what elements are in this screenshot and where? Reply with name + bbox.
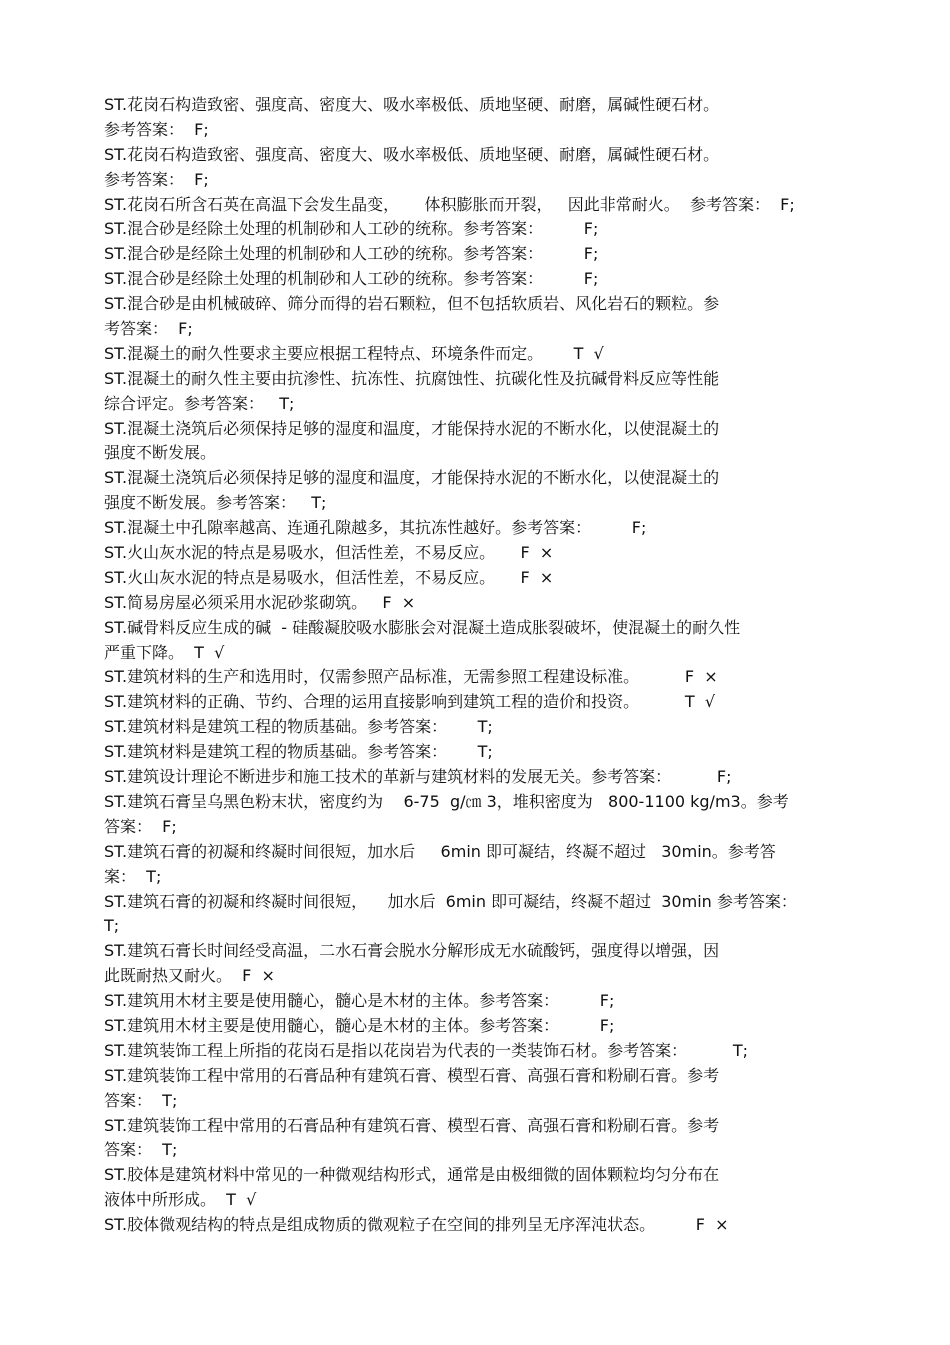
text-line: ST.建筑装饰工程上所指的花岗石是指以花岗岩为代表的一类装饰石材。参考答案： T; (104, 1040, 749, 1060)
text-line: 考答案： F; (104, 319, 193, 339)
text-line: ST.混凝土的耐久性主要由抗渗性、抗冻性、抗腐蚀性、抗碳化性及抗碱骨料反应等性能 (104, 368, 720, 388)
text-line: 强度不断发展。参考答案： T; (104, 493, 327, 513)
text-line: ST.混凝土中孔隙率越高、连通孔隙越多，其抗冻性越好。参考答案： F; (104, 518, 647, 538)
text-line: ST.建筑装饰工程中常用的石膏品种有建筑石膏、模型石膏、高强石膏和粉刷石膏。参考 (104, 1065, 720, 1085)
text-line: ST.建筑石膏的初凝和终凝时间很短，加水后 6min 即可凝结，终凝不超过 30min。参考答 (104, 841, 776, 861)
text-line: 答案： F; (104, 816, 177, 836)
text-line: ST.碱骨料反应生成的碱 - 硅酸凝胶吸水膨胀会对混凝土造成胀裂破坏，使混凝土的耐久性 (104, 617, 741, 637)
text-line: 强度不断发展。 (104, 443, 217, 463)
text-line: ST.简易房屋必须采用水泥砂浆砌筑。 F × (104, 592, 416, 612)
text-line: 严重下降。 T √ (104, 642, 225, 662)
text-line: 案： T; (104, 866, 162, 886)
text-line: ST.胶体是建筑材料中常见的一种微观结构形式，通常是由极细微的固体颗粒均匀分布在 (104, 1165, 720, 1185)
text-line: ST.混凝土的耐久性要求主要应根据工程特点、环境条件而定。 T √ (104, 343, 604, 363)
text-line: 参考答案： F; (104, 119, 209, 139)
text-line: ST.混凝土浇筑后必须保持足够的湿度和温度，才能保持水泥的不断水化，以使混凝土的 (104, 468, 720, 488)
text-line: 答案： T; (104, 1090, 178, 1110)
text-line: ST.混合砂是经除土处理的机制砂和人工砂的统称。参考答案： F; (104, 269, 599, 289)
text-line: ST.建筑石膏呈乌黑色粉末状，密度约为 6-75 g/㎝ 3，堆积密度为 800-1100 kg/m3。参考 (104, 791, 789, 811)
text-line: ST.建筑石膏长时间经受高温，二水石膏会脱水分解形成无水硫酸钙，强度得以增强，因 (104, 941, 720, 961)
text-line: 综合评定。参考答案： T; (104, 393, 295, 413)
document-page (104, 93, 864, 1238)
text-line: ST.混合砂是经除土处理的机制砂和人工砂的统称。参考答案： F; (104, 219, 599, 239)
text-line: ST.火山灰水泥的特点是易吸水，但活性差，不易反应。 F × (104, 567, 554, 587)
text-line: ST.混合砂是由机械破碎、筛分而得的岩石颗粒，但不包括软质岩、风化岩石的颗粒。参 (104, 294, 720, 314)
text-line: ST.建筑材料的正确、节约、合理的运用直接影响到建筑工程的造价和投资。 T √ (104, 692, 716, 712)
text-line: 答案： T; (104, 1140, 178, 1160)
text-line: ST.花岗石所含石英在高温下会发生晶变， 体积膨胀而开裂， 因此非常耐火。 参考答案： F; (104, 194, 795, 214)
text-line: ST.建筑材料的生产和选用时，仅需参照产品标准，无需参照工程建设标准。 F × (104, 667, 718, 687)
text-line: 此既耐热又耐火。 F × (104, 966, 275, 986)
text-line: ST.建筑材料是建筑工程的物质基础。参考答案： T; (104, 717, 493, 737)
text-line: T; (104, 916, 120, 936)
text-line: ST.建筑装饰工程中常用的石膏品种有建筑石膏、模型石膏、高强石膏和粉刷石膏。参考 (104, 1115, 720, 1135)
text-line: ST.建筑用木材主要是使用髓心，髓心是木材的主体。参考答案： F; (104, 991, 615, 1011)
text-line: ST.胶体微观结构的特点是组成物质的微观粒子在空间的排列呈无序浑沌状态。 F × (104, 1215, 729, 1235)
text-line: ST.建筑石膏的初凝和终凝时间很短， 加水后 6min 即可凝结，终凝不超过 30min 参考答案： (104, 891, 797, 911)
text-line: ST.花岗石构造致密、强度高、密度大、吸水率极低、质地坚硬、耐磨，属碱性硬石材。 (104, 144, 720, 164)
text-line: ST.火山灰水泥的特点是易吸水，但活性差，不易反应。 F × (104, 543, 554, 563)
text-line: ST.建筑设计理论不断进步和施工技术的革新与建筑材料的发展无关。参考答案： F; (104, 767, 732, 787)
text-line: ST.混合砂是经除土处理的机制砂和人工砂的统称。参考答案： F; (104, 244, 599, 264)
text-line: ST.建筑材料是建筑工程的物质基础。参考答案： T; (104, 742, 493, 762)
text-line: 参考答案： F; (104, 169, 209, 189)
text-line: ST.建筑用木材主要是使用髓心，髓心是木材的主体。参考答案： F; (104, 1015, 615, 1035)
text-line: ST.花岗石构造致密、强度高、密度大、吸水率极低、质地坚硬、耐磨，属碱性硬石材。 (104, 95, 720, 114)
text-line: 液体中所形成。 T √ (104, 1190, 257, 1210)
text-line: ST.混凝土浇筑后必须保持足够的湿度和温度，才能保持水泥的不断水化，以使混凝土的 (104, 418, 720, 438)
